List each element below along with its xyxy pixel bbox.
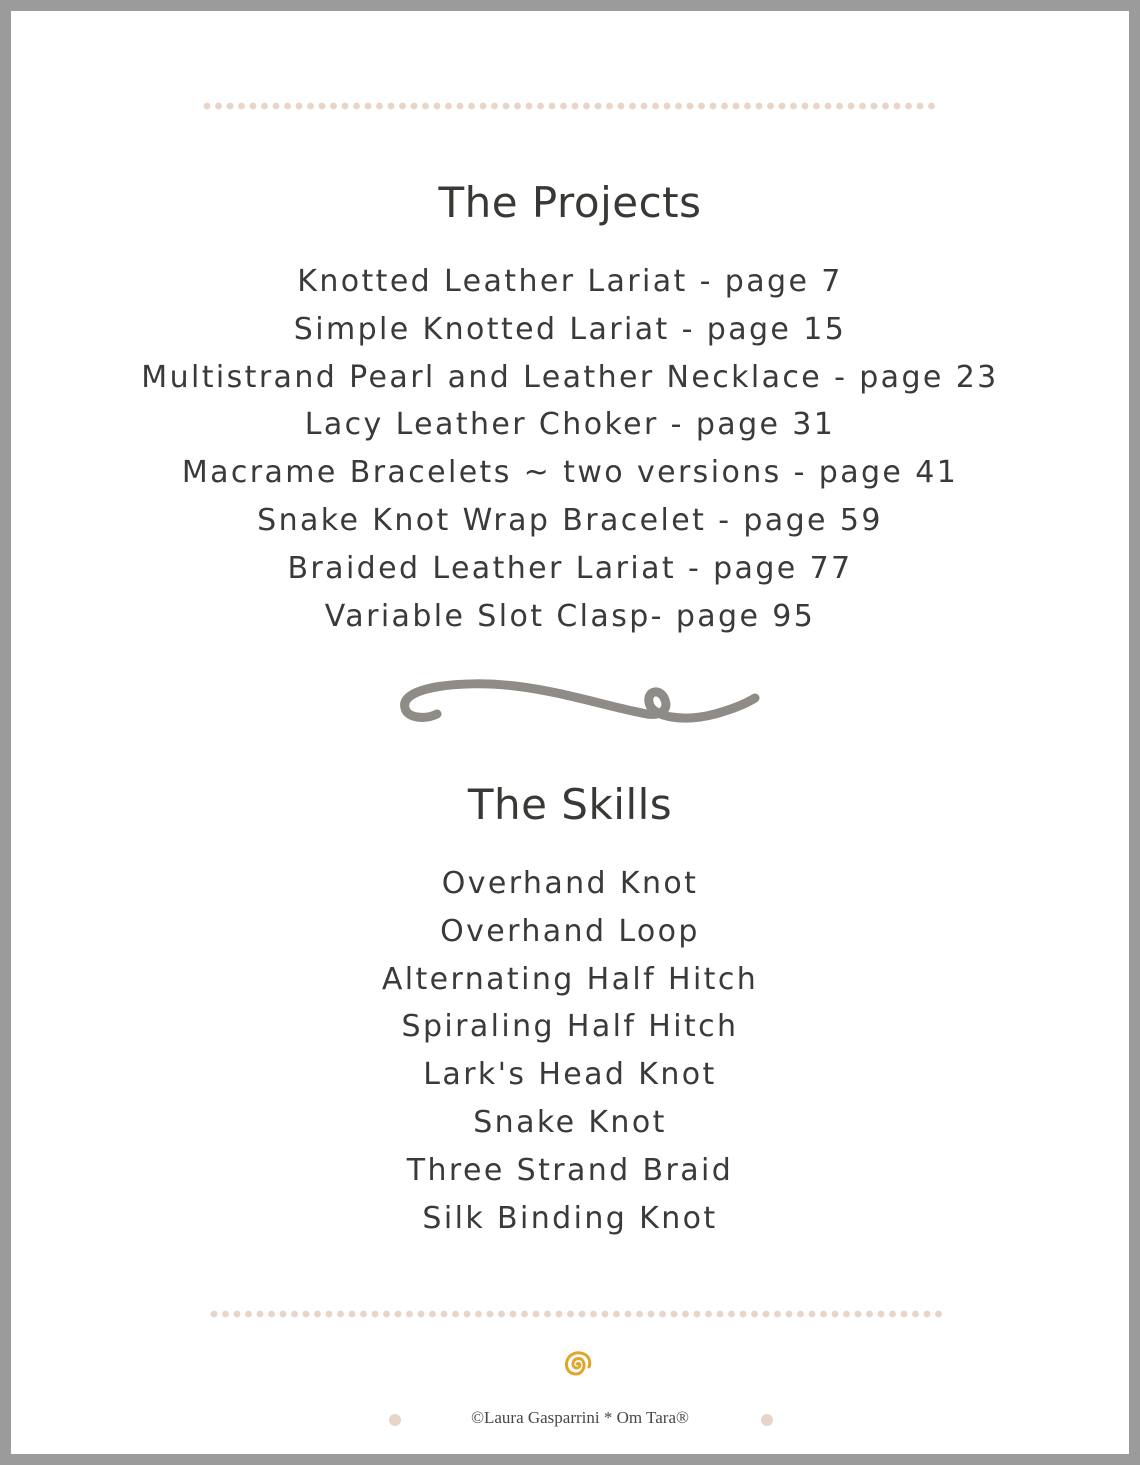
divider-dot bbox=[813, 103, 820, 110]
divider-dot bbox=[337, 1311, 344, 1318]
divider-dot bbox=[429, 1311, 436, 1318]
divider-dot bbox=[434, 103, 441, 110]
divider-dot bbox=[526, 103, 533, 110]
project-item: Variable Slot Clasp- page 95 bbox=[324, 598, 816, 634]
divider-dot bbox=[820, 1311, 827, 1318]
divider-dot bbox=[273, 103, 280, 110]
divider-dot bbox=[756, 103, 763, 110]
projects-heading: The Projects bbox=[438, 178, 702, 227]
skills-heading: The Skills bbox=[467, 780, 673, 829]
divider-dot bbox=[537, 103, 544, 110]
swirl-divider-icon bbox=[385, 676, 760, 736]
divider-dot bbox=[468, 103, 475, 110]
divider-dot bbox=[556, 1311, 563, 1318]
divider-dot bbox=[372, 1311, 379, 1318]
project-item: Simple Knotted Lariat - page 15 bbox=[293, 311, 847, 347]
divider-dot bbox=[326, 1311, 333, 1318]
divider-dot bbox=[487, 1311, 494, 1318]
divider-dot bbox=[491, 103, 498, 110]
divider-dot bbox=[774, 1311, 781, 1318]
divider-dot bbox=[365, 103, 372, 110]
project-item: Multistrand Pearl and Leather Necklace - page 23 bbox=[141, 359, 999, 395]
divider-dot bbox=[250, 103, 257, 110]
divider-dot bbox=[590, 1311, 597, 1318]
divider-dot bbox=[544, 1311, 551, 1318]
skill-item: Snake Knot bbox=[473, 1104, 667, 1140]
divider-dot bbox=[733, 103, 740, 110]
divider-dot bbox=[682, 1311, 689, 1318]
divider-dot bbox=[257, 1311, 264, 1318]
divider-dot bbox=[457, 103, 464, 110]
divider-dot bbox=[383, 1311, 390, 1318]
divider-dot bbox=[924, 1311, 931, 1318]
divider-dot bbox=[330, 103, 337, 110]
divider-dot bbox=[583, 103, 590, 110]
divider-dot bbox=[675, 103, 682, 110]
divider-dot bbox=[353, 103, 360, 110]
divider-dot bbox=[411, 103, 418, 110]
divider-dot bbox=[296, 103, 303, 110]
spiral-logo-icon bbox=[560, 1347, 594, 1381]
divider-dot bbox=[698, 103, 705, 110]
divider-dot bbox=[284, 103, 291, 110]
divider-dot bbox=[912, 1311, 919, 1318]
divider-dot bbox=[613, 1311, 620, 1318]
divider-dot bbox=[503, 103, 510, 110]
divider-dot bbox=[291, 1311, 298, 1318]
divider-dot bbox=[763, 1311, 770, 1318]
divider-dot bbox=[314, 1311, 321, 1318]
dotted-divider-top bbox=[202, 101, 938, 111]
divider-dot bbox=[215, 103, 222, 110]
divider-dot bbox=[406, 1311, 413, 1318]
divider-dot bbox=[245, 1311, 252, 1318]
project-item: Knotted Leather Lariat - page 7 bbox=[297, 264, 843, 299]
skill-item: Lark's Head Knot bbox=[423, 1057, 717, 1093]
skills-list bbox=[0, 860, 1140, 1242]
divider-dot bbox=[882, 103, 889, 110]
project-item: Snake Knot Wrap Bracelet - page 59 bbox=[257, 502, 883, 538]
divider-dot bbox=[802, 103, 809, 110]
divider-dot bbox=[740, 1311, 747, 1318]
divider-dot bbox=[859, 103, 866, 110]
divider-dot bbox=[480, 103, 487, 110]
divider-dot bbox=[786, 1311, 793, 1318]
divider-dot bbox=[825, 103, 832, 110]
divider-dot bbox=[901, 1311, 908, 1318]
divider-dot bbox=[514, 103, 521, 110]
divider-dot bbox=[376, 103, 383, 110]
divider-dot bbox=[629, 103, 636, 110]
divider-dot bbox=[211, 1311, 218, 1318]
divider-dot bbox=[549, 103, 556, 110]
divider-dot bbox=[602, 1311, 609, 1318]
divider-dot bbox=[445, 103, 452, 110]
divider-dot bbox=[710, 103, 717, 110]
skill-item: Silk Binding Knot bbox=[422, 1200, 718, 1236]
divider-dot bbox=[767, 103, 774, 110]
skill-item: Spiraling Half Hitch bbox=[401, 1009, 739, 1045]
divider-dot bbox=[422, 103, 429, 110]
divider-dot bbox=[595, 103, 602, 110]
divider-dot bbox=[687, 103, 694, 110]
divider-dot bbox=[360, 1311, 367, 1318]
divider-dot bbox=[510, 1311, 517, 1318]
skill-item: Overhand Knot bbox=[441, 866, 699, 901]
divider-dot bbox=[905, 103, 912, 110]
divider-dot bbox=[268, 1311, 275, 1318]
divider-dot bbox=[579, 1311, 586, 1318]
project-item: Lacy Leather Choker - page 31 bbox=[304, 407, 836, 443]
divider-dot bbox=[234, 1311, 241, 1318]
divider-dot bbox=[843, 1311, 850, 1318]
project-item: Braided Leather Lariat - page 77 bbox=[287, 550, 853, 586]
divider-dot bbox=[238, 103, 245, 110]
copyright-text: ©Laura Gasparrini * Om Tara® bbox=[471, 1408, 689, 1427]
divider-dot bbox=[744, 103, 751, 110]
divider-dot bbox=[928, 103, 935, 110]
divider-dot bbox=[878, 1311, 885, 1318]
divider-dot bbox=[388, 103, 395, 110]
divider-dot bbox=[779, 103, 786, 110]
divider-dot bbox=[790, 103, 797, 110]
divider-dot bbox=[475, 1311, 482, 1318]
projects-list bbox=[0, 258, 1140, 640]
divider-dot bbox=[797, 1311, 804, 1318]
divider-dot bbox=[227, 103, 234, 110]
divider-dot bbox=[871, 103, 878, 110]
divider-dot bbox=[606, 103, 613, 110]
divider-dot bbox=[717, 1311, 724, 1318]
divider-dot bbox=[342, 103, 349, 110]
divider-dot bbox=[567, 1311, 574, 1318]
divider-dot bbox=[855, 1311, 862, 1318]
divider-dot bbox=[418, 1311, 425, 1318]
skill-item: Alternating Half Hitch bbox=[381, 961, 759, 997]
divider-dot bbox=[280, 1311, 287, 1318]
divider-dot bbox=[935, 1311, 942, 1318]
divider-dot bbox=[204, 103, 211, 110]
divider-dot bbox=[222, 1311, 229, 1318]
divider-dot bbox=[894, 103, 901, 110]
divider-dot bbox=[809, 1311, 816, 1318]
divider-dot bbox=[560, 103, 567, 110]
divider-dot bbox=[836, 103, 843, 110]
divider-dot bbox=[303, 1311, 310, 1318]
divider-dot bbox=[452, 1311, 459, 1318]
divider-dot bbox=[625, 1311, 632, 1318]
divider-dot bbox=[572, 103, 579, 110]
divider-dot bbox=[618, 103, 625, 110]
divider-dot bbox=[728, 1311, 735, 1318]
dotted-divider-bottom bbox=[209, 1309, 945, 1319]
divider-dot bbox=[533, 1311, 540, 1318]
divider-dot bbox=[261, 103, 268, 110]
divider-dot bbox=[694, 1311, 701, 1318]
divider-dot bbox=[652, 103, 659, 110]
divider-dot bbox=[917, 103, 924, 110]
divider-dot bbox=[889, 1311, 896, 1318]
divider-dot bbox=[705, 1311, 712, 1318]
divider-dot bbox=[659, 1311, 666, 1318]
divider-dot bbox=[441, 1311, 448, 1318]
divider-dot bbox=[664, 103, 671, 110]
divider-dot bbox=[866, 1311, 873, 1318]
divider-dot bbox=[751, 1311, 758, 1318]
divider-dot bbox=[641, 103, 648, 110]
divider-dot bbox=[832, 1311, 839, 1318]
skill-item: Three Strand Braid bbox=[406, 1152, 734, 1188]
divider-dot bbox=[307, 103, 314, 110]
project-item: Macrame Bracelets ~ two versions - page 41 bbox=[181, 455, 959, 491]
divider-dot bbox=[399, 103, 406, 110]
divider-dot bbox=[498, 1311, 505, 1318]
divider-dot bbox=[319, 103, 326, 110]
divider-dot bbox=[848, 103, 855, 110]
divider-dot bbox=[349, 1311, 356, 1318]
divider-dot bbox=[648, 1311, 655, 1318]
divider-dot bbox=[671, 1311, 678, 1318]
divider-dot bbox=[721, 103, 728, 110]
divider-dot bbox=[636, 1311, 643, 1318]
skill-item: Overhand Loop bbox=[440, 913, 700, 949]
divider-dot bbox=[521, 1311, 528, 1318]
divider-dot bbox=[395, 1311, 402, 1318]
divider-dot bbox=[464, 1311, 471, 1318]
